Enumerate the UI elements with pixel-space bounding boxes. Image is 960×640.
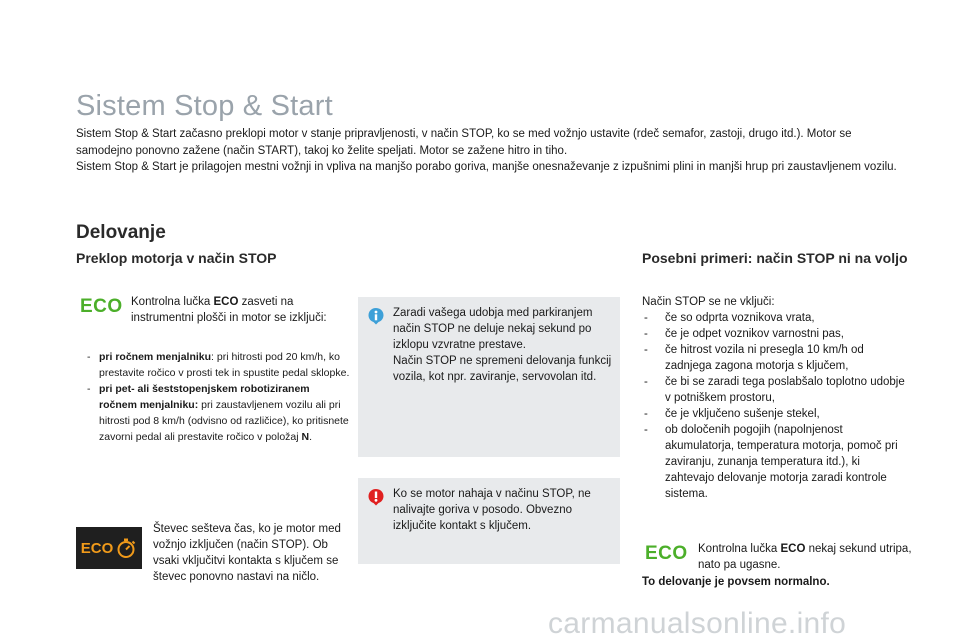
intro-text bbox=[76, 126, 906, 176]
eco-timer-icon bbox=[76, 527, 142, 569]
intro-paragraph-2: Sistem Stop & Start je prilagojen mestni vožnji in vpliva na manjšo porabo goriva, manjše onesnaževanje z izpušnimi plini in manjši hrup pri zaustavljenem vozilu. bbox=[76, 161, 897, 173]
list-item: - če je vključeno sušenje stekel, bbox=[642, 406, 912, 422]
normal-behaviour-note: To delovanje je povsem normalno. bbox=[642, 576, 830, 588]
lamp-text-post: nekaj sekund utripa, nato pa ugasne. bbox=[698, 543, 912, 571]
lamp-text-pre: Kontrolna lučka bbox=[131, 296, 214, 308]
list-item: - ob določenih pogojih (napolnjenost akumulatorja, temperatura motorja, pomoč pri zaviranju, zunanja temperatura itd.), ki zahtevajo delovanje motorja zaradi kontrole sistema. bbox=[642, 422, 912, 502]
lamp-text-post: zasveti na instrumentni plošči in motor se izključi: bbox=[131, 296, 327, 324]
warning-box bbox=[358, 478, 620, 564]
page-title: Sistem Stop & Start bbox=[76, 90, 333, 122]
timer-text: Števec sešteva čas, ko je motor med vožnjo izključen (način STOP). Ob vsaki vključitvi kontakta s ključem se števec ponovno nastavi na ničlo. bbox=[153, 523, 341, 583]
list-item: - če bi se zaradi tega poslabšalo toplotno udobje v potniškem prostoru, bbox=[642, 374, 912, 406]
stopwatch-icon bbox=[115, 537, 137, 559]
item-text: pri zaustavljenem vozilu ali pri hitrosti pod 8 km/h (odvisno od različice), ko pritisnete zavorni pedal ali prestavite ročico v položaj bbox=[99, 399, 349, 443]
lamp-text-pre: Kontrolna lučka bbox=[698, 543, 781, 555]
eco-lamp-icon-2: ECO bbox=[645, 543, 688, 564]
list-item bbox=[88, 349, 350, 381]
stop-mode-heading: Preklop motorja v način STOP bbox=[76, 250, 277, 266]
section-heading: Delovanje bbox=[76, 222, 166, 243]
info-icon bbox=[367, 307, 385, 325]
eco-timer-label: ECO bbox=[80, 539, 114, 557]
info-line-1: Zaradi vašega udobja med parkiranjem način STOP ne deluje nekaj sekund po izklopu vzvratne prestave. bbox=[393, 307, 593, 351]
item-strong: pri pet- ali šeststopenjskem robotiziranem ročnem menjalniku: bbox=[99, 383, 310, 411]
info-text bbox=[393, 305, 615, 385]
list-item: - če je odpet voznikov varnostni pas, bbox=[642, 326, 912, 342]
info-box bbox=[358, 297, 620, 457]
list-item: - če so odprta voznikova vrata, bbox=[642, 310, 912, 326]
special-cases-list bbox=[642, 310, 912, 502]
item-text: : pri hitrosti pod 20 km/h, ko prestavite ročico v prosti tek in spustite pedal sklopke. bbox=[99, 351, 350, 379]
info-line-2: Način STOP ne spremeni delovanja funkcij vozila, kot npr. zaviranje, servovolan itd. bbox=[393, 355, 612, 383]
warning-text: Ko se motor nahaja v načinu STOP, ne nalivajte goriva v posodo. Obvezno izključite kontakt s ključem. bbox=[393, 488, 591, 532]
watermark: carmanualsonline.info bbox=[548, 607, 847, 640]
stop-conditions-list bbox=[88, 349, 350, 445]
eco-lamp-icon: ECO bbox=[80, 296, 123, 317]
special-cases-heading: Posebni primeri: način STOP ni na voljo bbox=[642, 250, 908, 266]
warning-icon bbox=[367, 488, 385, 506]
special-cases-block bbox=[642, 294, 912, 502]
list-item: - če hitrost vozila ni presegla 10 km/h od zadnjega zagona motorja s ključem, bbox=[642, 342, 912, 374]
eco-lamp-text bbox=[131, 294, 331, 326]
lamp-text-strong: ECO bbox=[780, 543, 806, 555]
eco-lamp-text-2 bbox=[698, 541, 913, 573]
item-end: . bbox=[309, 431, 313, 443]
lamp-text-strong: ECO bbox=[213, 296, 239, 308]
item-strong: pri ročnem menjalniku bbox=[99, 351, 212, 363]
intro-paragraph-1: Sistem Stop & Start začasno preklopi motor v stanje pripravljenosti, v način STOP, ko se med vožnjo ustavite (rdeč semafor, zastoji, drugo itd.). Motor se samodejno ponovno zažene (način START), takoj ko želite speljati. Motor se zažene hitro in tiho. bbox=[76, 128, 852, 157]
item-end-strong: N bbox=[301, 431, 310, 443]
list-item bbox=[88, 381, 350, 445]
special-cases-intro: Način STOP se ne vključi: bbox=[642, 296, 775, 308]
